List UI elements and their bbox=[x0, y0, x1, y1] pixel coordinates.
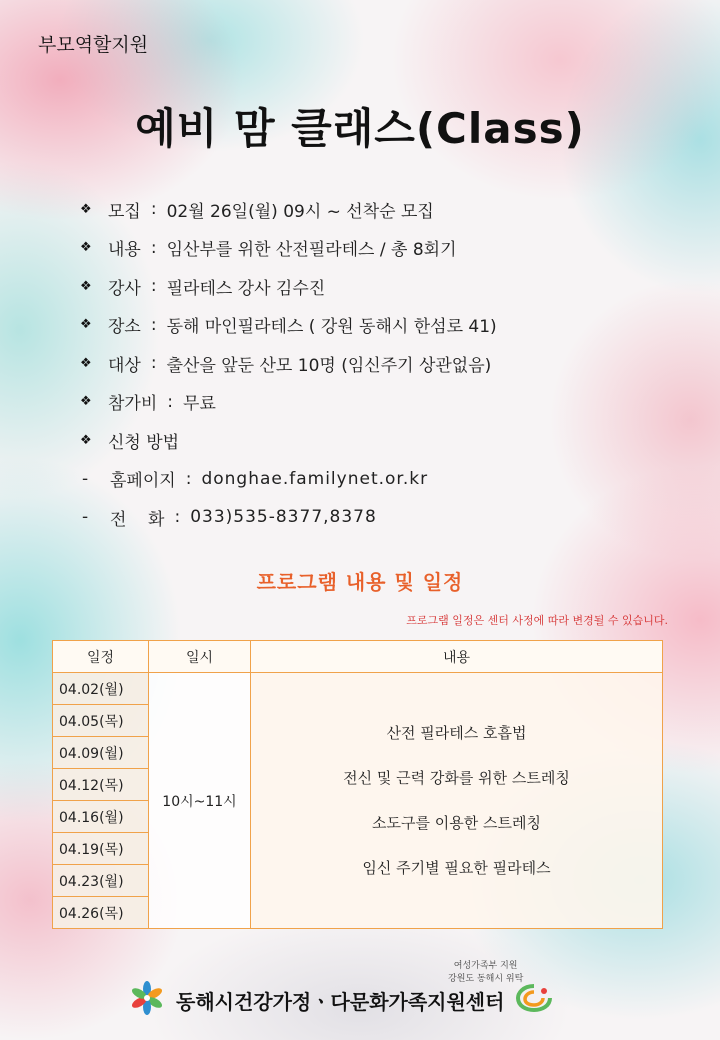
info-key: 신청 방법 bbox=[108, 432, 180, 453]
center-name: 동해시건강가정ㆍ다문화가족지원센터 bbox=[176, 989, 505, 1014]
date-cell: 04.12(목) bbox=[53, 769, 149, 801]
diamond-bullet-icon: ❖ bbox=[80, 394, 92, 410]
content-item: 산전 필라테스 호흡법 bbox=[386, 723, 527, 742]
page-title: 예비 맘 클래스(Class) bbox=[135, 104, 585, 153]
column-header-time: 일시 bbox=[149, 641, 251, 673]
support-line: 강원도 동해시 위탁 bbox=[448, 974, 524, 984]
apply-key: 홈페이지 bbox=[110, 471, 176, 492]
diamond-bullet-icon: ❖ bbox=[80, 317, 92, 333]
info-item-instructor: ❖ 강사 : 필라테스 강사 김수진 bbox=[80, 267, 497, 306]
info-value: 필라테스 강사 김수진 bbox=[166, 278, 326, 299]
diamond-bullet-icon: ❖ bbox=[80, 201, 92, 217]
schedule-title: 프로그램 내용 및 일정 bbox=[256, 570, 464, 594]
homepage-link[interactable]: donghae.familynet.or.kr bbox=[201, 468, 429, 489]
support-line: 여성가족부 지원 bbox=[453, 961, 518, 971]
time-cell: 10시~11시 bbox=[149, 673, 251, 929]
info-key: 장소 bbox=[108, 317, 141, 338]
date-cell: 04.16(월) bbox=[53, 801, 149, 833]
column-header-date: 일정 bbox=[53, 641, 149, 673]
center-logo-icon bbox=[128, 980, 166, 1020]
column-header-content: 내용 bbox=[251, 641, 663, 673]
content-item: 임신 주기별 필요한 필라테스 bbox=[362, 858, 551, 877]
apply-item-homepage: - 홈페이지 : donghae.familynet.or.kr bbox=[80, 460, 497, 499]
info-item-location: ❖ 장소 : 동해 마인필라테스 ( 강원 동해시 한섬로 41) bbox=[80, 306, 497, 345]
diamond-bullet-icon: ❖ bbox=[80, 432, 92, 448]
schedule-notice: 프로그램 일정은 센터 사정에 따라 변경될 수 있습니다. bbox=[406, 614, 668, 627]
apply-item-phone: - 전 화 : 033)535-8377,8378 bbox=[80, 498, 497, 537]
phone-number: 033)535-8377,8378 bbox=[190, 507, 377, 528]
info-value: 출산을 앞둔 산모 10명 (임신주기 상관없음) bbox=[166, 355, 492, 376]
info-value: 임산부를 위한 산전필라테스 / 총 8회기 bbox=[166, 240, 457, 261]
diamond-bullet-icon: ❖ bbox=[80, 240, 92, 256]
apply-key: 전 화 bbox=[110, 509, 165, 530]
info-value: 동해 마인필라테스 ( 강원 동해시 한섬로 41) bbox=[166, 317, 497, 338]
info-key: 대상 bbox=[108, 355, 141, 376]
date-cell: 04.23(월) bbox=[53, 865, 149, 897]
table-row bbox=[53, 673, 663, 705]
info-key: 강사 bbox=[108, 278, 141, 299]
schedule-table bbox=[52, 640, 663, 929]
content-item: 전신 및 근력 강화를 위한 스트레칭 bbox=[343, 768, 570, 787]
family-center-logo-icon bbox=[514, 982, 554, 1018]
info-item-fee: ❖ 참가비 : 무료 bbox=[80, 383, 497, 422]
info-value: 무료 bbox=[183, 394, 216, 415]
date-cell: 04.05(목) bbox=[53, 705, 149, 737]
diamond-bullet-icon: ❖ bbox=[80, 278, 92, 294]
content-item: 소도구를 이용한 스트레칭 bbox=[372, 813, 541, 832]
category-label: 부모역할지원 bbox=[38, 34, 149, 56]
dash-bullet-icon: - bbox=[82, 468, 89, 489]
info-item-target: ❖ 대상 : 출산을 앞둔 산모 10명 (임신주기 상관없음) bbox=[80, 344, 497, 383]
info-key: 모집 bbox=[108, 201, 141, 222]
info-key: 내용 bbox=[108, 240, 141, 261]
diamond-bullet-icon: ❖ bbox=[80, 355, 92, 371]
date-cell: 04.26(목) bbox=[53, 897, 149, 929]
table-header-row bbox=[53, 641, 663, 673]
info-item-apply-method bbox=[80, 421, 497, 460]
dash-bullet-icon: - bbox=[82, 507, 89, 528]
info-item-recruit: ❖ 모집 : 02월 26일(월) 09시 ~ 선착순 모집 bbox=[80, 190, 497, 229]
footer bbox=[128, 980, 554, 1020]
date-cell: 04.19(목) bbox=[53, 833, 149, 865]
info-item-content: ❖ 내용 : 임산부를 위한 산전필라테스 / 총 8회기 bbox=[80, 229, 497, 268]
date-cell: 04.02(월) bbox=[53, 673, 149, 705]
info-list bbox=[80, 190, 497, 537]
info-value: 02월 26일(월) 09시 ~ 선착순 모집 bbox=[166, 201, 434, 222]
date-cell: 04.09(월) bbox=[53, 737, 149, 769]
content-cell bbox=[251, 673, 663, 929]
info-key: 참가비 bbox=[108, 394, 158, 415]
